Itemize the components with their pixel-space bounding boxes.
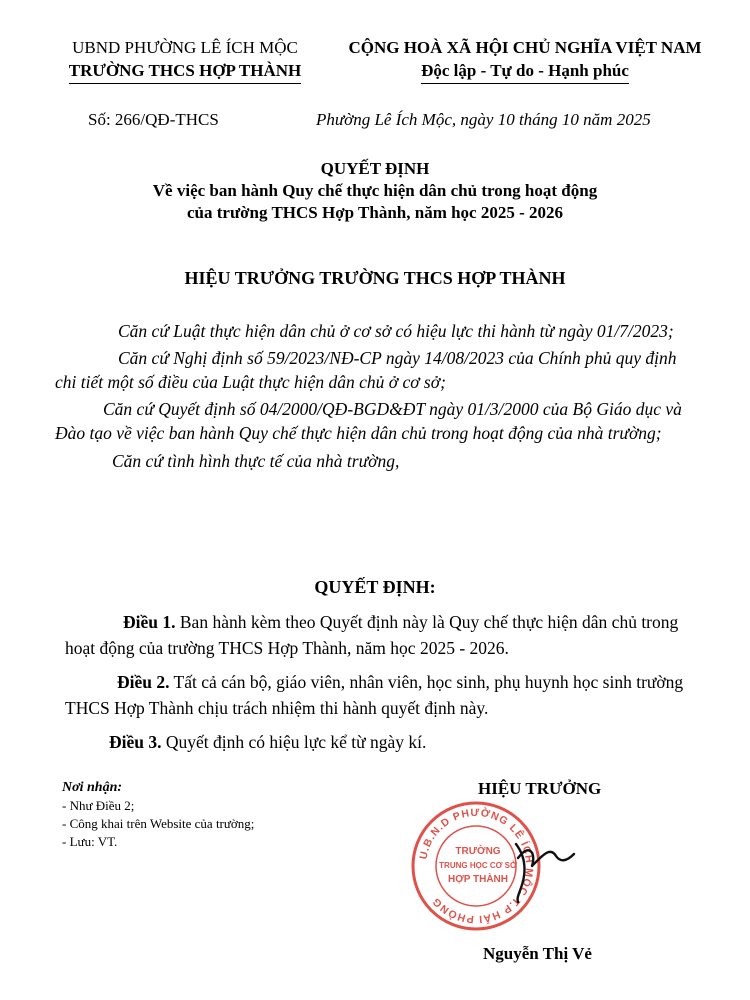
basis-item: Căn cứ tình hình thực tế của nhà trường, [112,451,400,471]
issuing-organization [40,36,330,84]
org-school: TRƯỜNG THCS HỢP THÀNH [69,59,302,84]
title-line-3: của trường THCS Hợp Thành, năm học 2025 - 2026 [186,203,564,222]
national-motto [330,36,720,84]
recipients [62,779,254,851]
legal-basis [55,319,695,476]
article-2 [65,669,700,721]
document-title [0,158,750,224]
article-label: Điều 3. [109,732,162,752]
signer-name: Nguyễn Thị Vẻ [483,944,592,963]
decision-heading: QUYẾT ĐỊNH: [314,577,436,597]
recipient-item: - Như Điều 2; [62,798,135,813]
seal-center-line: TRUNG HỌC CƠ SỞ [439,861,517,870]
article-label: Điều 1. [123,612,176,632]
recipient-item: - Công khai trên Website của trường; [62,816,255,831]
school-seal [400,792,600,942]
basis-item: Căn cứ Quyết định số 04/2000/QĐ-BGD&ĐT ngày 01/3/2000 của Bộ Giáo dục và Đào tạo về việc ban hành Quy chế thực hiện dân chủ trong hoạt động của nhà trường; [55,399,682,443]
title-line-1: QUYẾT ĐỊNH [320,159,430,178]
title-line-2: Về việc ban hành Quy chế thực hiện dân chủ trong hoạt động [152,181,598,200]
issuing-authority: HIỆU TRƯỞNG TRƯỜNG THCS HỢP THÀNH [184,268,566,288]
document-number: Số: 266/QĐ-THCS [88,110,219,129]
org-parent: UBND PHƯỜNG LÊ ÍCH MỘC [72,38,298,57]
motto: Độc lập - Tự do - Hạnh phúc [421,59,629,84]
recipients-title: Nơi nhận: [62,780,123,795]
article-3 [65,729,700,755]
seal-center-line: TRƯỜNG [455,846,501,857]
article-text: Tất cả cán bộ, giáo viên, nhân viên, học sinh, phụ huynh học sinh trường THCS Hợp Thành chịu trách nhiệm thi hành quyết định này. [65,672,684,718]
article-label: Điều 2. [117,672,170,692]
place-and-date: Phường Lê Ích Mộc, ngày 10 tháng 10 năm 2025 [316,110,651,129]
signer-title: HIỆU TRƯỞNG [478,779,602,798]
article-1 [65,609,700,661]
nation-name: CỘNG HOÀ XÃ HỘI CHỦ NGHĨA VIỆT NAM [348,38,702,57]
basis-item: Căn cứ Luật thực hiện dân chủ ở cơ sở có hiệu lực thi hành từ ngày 01/7/2023; [118,321,674,341]
article-text: Quyết định có hiệu lực kể từ ngày kí. [161,732,427,752]
article-text: Ban hành kèm theo Quyết định này là Quy chế thực hiện dân chủ trong hoạt động của trường THCS Hợp Thành, năm học 2025 - 2026. [65,612,679,658]
recipient-item: - Lưu: VT. [62,834,118,849]
articles [65,609,700,763]
basis-item: Căn cứ Nghị định số 59/2023/NĐ-CP ngày 14/08/2023 của Chính phủ quy định chi tiết một số điều của Luật thực hiện dân chủ ở cơ sở; [55,348,677,392]
seal-center-line: HỢP THÀNH [447,874,509,885]
seal-ring-text: U.B.N.D PHƯỜNG LÊ ÍCH MỘC T.P HẢI PHÒNG [417,806,536,926]
